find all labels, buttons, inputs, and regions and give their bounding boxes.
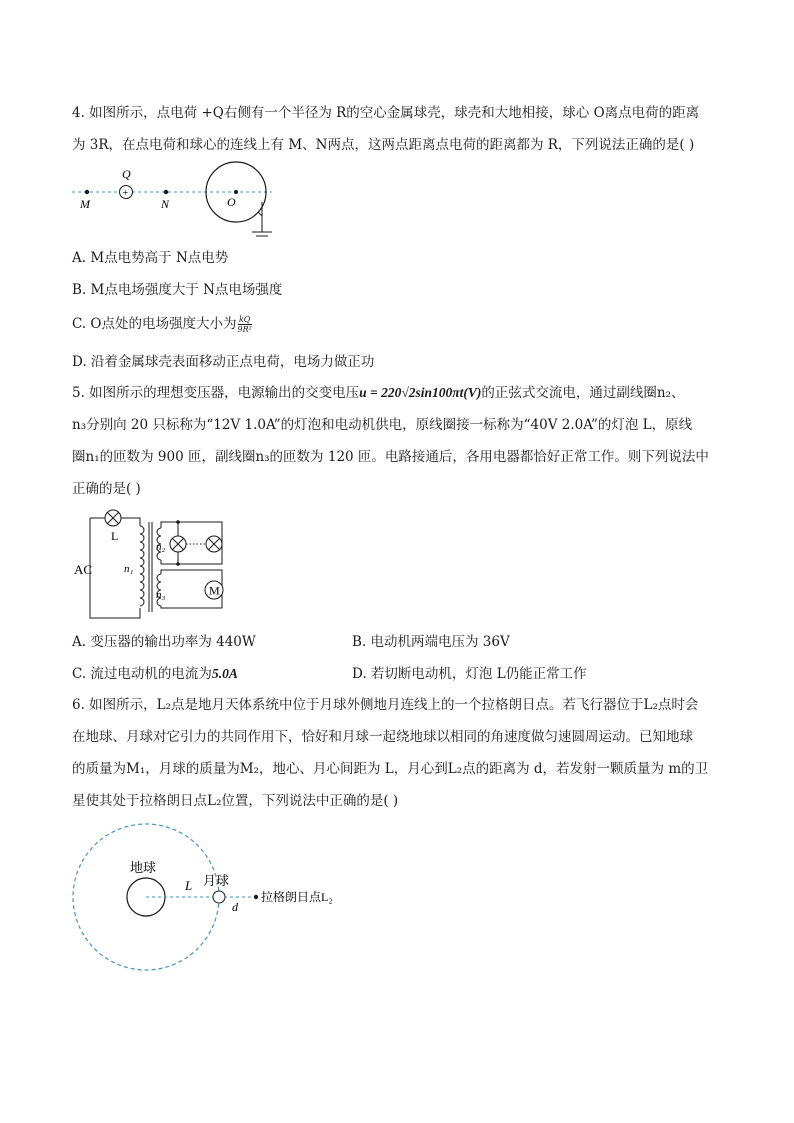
point-l2 <box>254 895 258 899</box>
primary-coil <box>140 526 144 606</box>
label-ac: AC <box>74 562 93 577</box>
voltage-formula: u = 220√2sin100πt(V) <box>359 385 482 400</box>
q4-option-d[interactable]: D. 沿着金属球壳表面移动正点电荷，电场力做正功 <box>72 354 375 370</box>
point-n <box>164 190 168 194</box>
q4-option-a[interactable]: A. M点电势高于 N点电势 <box>72 250 229 266</box>
label-l: L <box>111 529 119 543</box>
label-n2: n₂ <box>156 541 166 553</box>
label-plus: + <box>122 188 129 199</box>
q4-option-b[interactable]: B. M点电场强度大于 N点电场强度 <box>72 282 283 298</box>
label-moon: 月球 <box>203 873 230 888</box>
q4-line-2: 为 3R，在点电荷和球心的连线上有 M、N两点，这两点距离点电荷的距离都为 R，下列说法正确的是( ) <box>72 137 695 153</box>
q6-line-2: 在地球、月球对它引力的共同作用下，恰好和月球一起绕地球以相同的角速度做匀速圆周运动。已知地球 <box>72 729 693 745</box>
label-l2: 拉格朗日点L₂ <box>261 890 333 904</box>
q4-option-c[interactable] <box>72 314 252 334</box>
q4-option-c-text: C. O点处的电场强度大小为 <box>72 316 237 332</box>
q6-line-4: 星使其处于拉格朗日点L₂位置，下列说法中正确的是( ) <box>72 793 399 809</box>
q6-orbit-figure <box>72 822 372 972</box>
q5-line-4: 正确的是( ) <box>72 481 141 497</box>
q5-option-a[interactable]: A. 变压器的输出功率为 440W <box>72 634 256 650</box>
label-d: d <box>232 900 238 914</box>
q5-transformer-figure <box>72 508 232 623</box>
label-o: O <box>227 195 236 209</box>
label-n3: n₃ <box>156 589 166 601</box>
label-m: M <box>80 197 90 211</box>
q6-line-1: 6. 如图所示，L₂点是地月天体系统中位于月球外侧地月连线上的一个拉格朗日点。若飞行器位于L₂点时会 <box>72 697 699 713</box>
q4-line-1: 4. 如图所示，点电荷 +Q右侧有一个半径为 R的空心金属球壳，球壳和大地相接，球心 O离点电荷的距离 <box>72 105 700 121</box>
q5-option-c[interactable]: C. 流过电动机的电流为5.0A <box>72 666 238 682</box>
point-m <box>85 190 89 194</box>
q5-option-d[interactable]: D. 若切断电动机，灯泡 L仍能正常工作 <box>352 666 587 682</box>
label-earth: 地球 <box>130 860 157 875</box>
q5-line-1: 5. 如图所示的理想变压器，电源输出的交变电压u = 220√2sin100πt(V)的正弦式交流电，通过副线圈n₂、 <box>72 385 685 401</box>
q5-line-3: 圈n₁的匝数为 900 匝，副线圈n₃的匝数为 120 匝。电路接通后，各用电器都恰好正常工作。则下列说法中 <box>72 449 709 465</box>
q5-option-c-value: 5.0A <box>211 666 238 681</box>
q4-option-c-fraction: $\frac{kQ}{\text{9R²}}$ <box>237 315 252 334</box>
label-l: L <box>185 878 193 893</box>
label-motor: M <box>209 583 220 598</box>
moon <box>213 891 225 903</box>
q5-line-2: n₃分别向 20 只标称为“12V 1.0A”的灯泡和电动机供电，原线圈接一标称为“40V 2.0A”的灯泡 L，原线 <box>72 417 693 433</box>
label-n: N <box>161 197 170 211</box>
q5-option-b[interactable]: B. 电动机两端电压为 36V <box>352 634 510 650</box>
center-o <box>234 190 238 194</box>
label-n1: n₁ <box>124 563 134 575</box>
label-q: Q <box>122 167 131 181</box>
q6-line-3: 的质量为M₁，月球的质量为M₂，地心、月心间距为 L，月心到L₂点的距离为 d，若发射一颗质量为 m的卫 <box>72 761 709 777</box>
q4-figure <box>0 160 794 240</box>
